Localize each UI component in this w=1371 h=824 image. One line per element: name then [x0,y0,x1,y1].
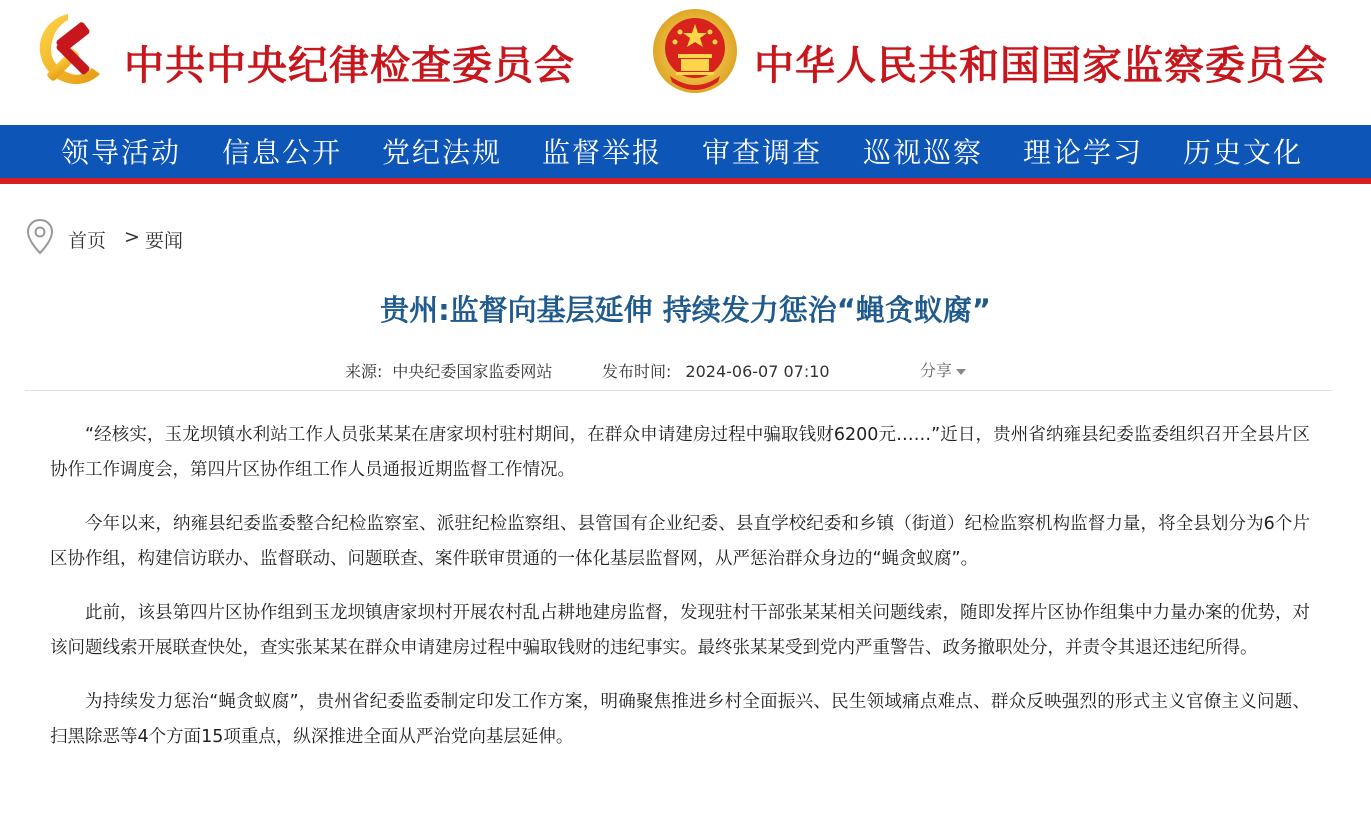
article-paragraph: 为持续发力惩治“蝇贪蚁腐”，贵州省纪委监委制定印发工作方案，明确聚焦推进乡村全面振兴、民生领域痛点难点、群众反映强烈的形式主义官僚主义问题、扫黑除恶等4个方面15项重点，纵深推进全面从严治党向基层延伸。 [50,692,1310,747]
article-paragraph: 此前，该县第四片区协作组到玉龙坝镇唐家坝村开展农村乱占耕地建房监督，发现驻村干部张某某相关问题线索，随即发挥片区协作组集中力量办案的优势，对该问题线索开展联查快处，查实张某某在群众申请建房过程中骗取钱财的违纪事实。最终张某某受到党内严重警告、政务撤职处分，并责令其退还违纪所得。 [50,603,1310,658]
article-title: 贵州:监督向基层延伸 持续发力惩治“蝇贪蚁腐” [380,293,991,327]
nav-item-inspection[interactable]: 巡视巡察 [863,136,984,169]
nav-item-leadership[interactable]: 领导活动 [61,136,182,169]
breadcrumb-separator: > [124,226,140,248]
national-emblem-icon [650,6,740,96]
org-title-cpc-ccdi: 中共中央纪律检查委员会 [124,42,575,89]
nav-item-report[interactable]: 监督举报 [542,136,663,169]
party-emblem-icon [28,8,108,90]
share-label: 分享 [920,361,953,380]
nav-red-stripe [0,178,1371,184]
location-pin-icon [26,218,54,256]
nav-item-investigation[interactable]: 审查调查 [702,136,823,169]
meta-divider [25,390,1333,391]
breadcrumb-current[interactable]: 要闻 [145,230,184,252]
caret-down-icon [956,369,966,375]
org-title-nsc: 中华人民共和国国家监察委员会 [754,42,1328,89]
time-value: 2024-06-07 07:10 [685,362,830,381]
article-publish-time [602,359,830,382]
nav-item-history[interactable]: 历史文化 [1183,136,1304,169]
nav-item-disclosure[interactable]: 信息公开 [222,136,343,169]
article-paragraph: 今年以来，纳雍县纪委监委整合纪检监察室、派驻纪检监察组、县管国有企业纪委、县直学校纪委和乡镇（街道）纪检监察机构监督力量，将全县划分为6个片区协作组，构建信访联办、监督联动、问题联查、案件联审贯通的一体化基层监督网，从严惩治群众身边的“蝇贪蚁腐”。 [50,514,1310,569]
article-body [50,418,1310,774]
article-paragraph: “经核实，玉龙坝镇水利站工作人员张某某在唐家坝村驻村期间，在群众申请建房过程中骗取钱财6200元……”近日，贵州省纳雍县纪委监委组织召开全县片区协作工作调度会，第四片区协作组工作人员通报近期监督工作情况。 [50,425,1310,480]
share-button[interactable] [920,358,966,381]
breadcrumb-home[interactable]: 首页 [68,230,107,252]
source-label: 来源: [345,362,383,381]
nav-item-regulations[interactable]: 党纪法规 [382,136,503,169]
site-header [0,0,1371,125]
time-label: 发布时间: [602,362,672,381]
article-source [345,359,552,382]
nav-item-theory[interactable]: 理论学习 [1023,136,1144,169]
source-value: 中央纪委国家监委网站 [392,362,553,381]
main-nav [0,125,1371,178]
